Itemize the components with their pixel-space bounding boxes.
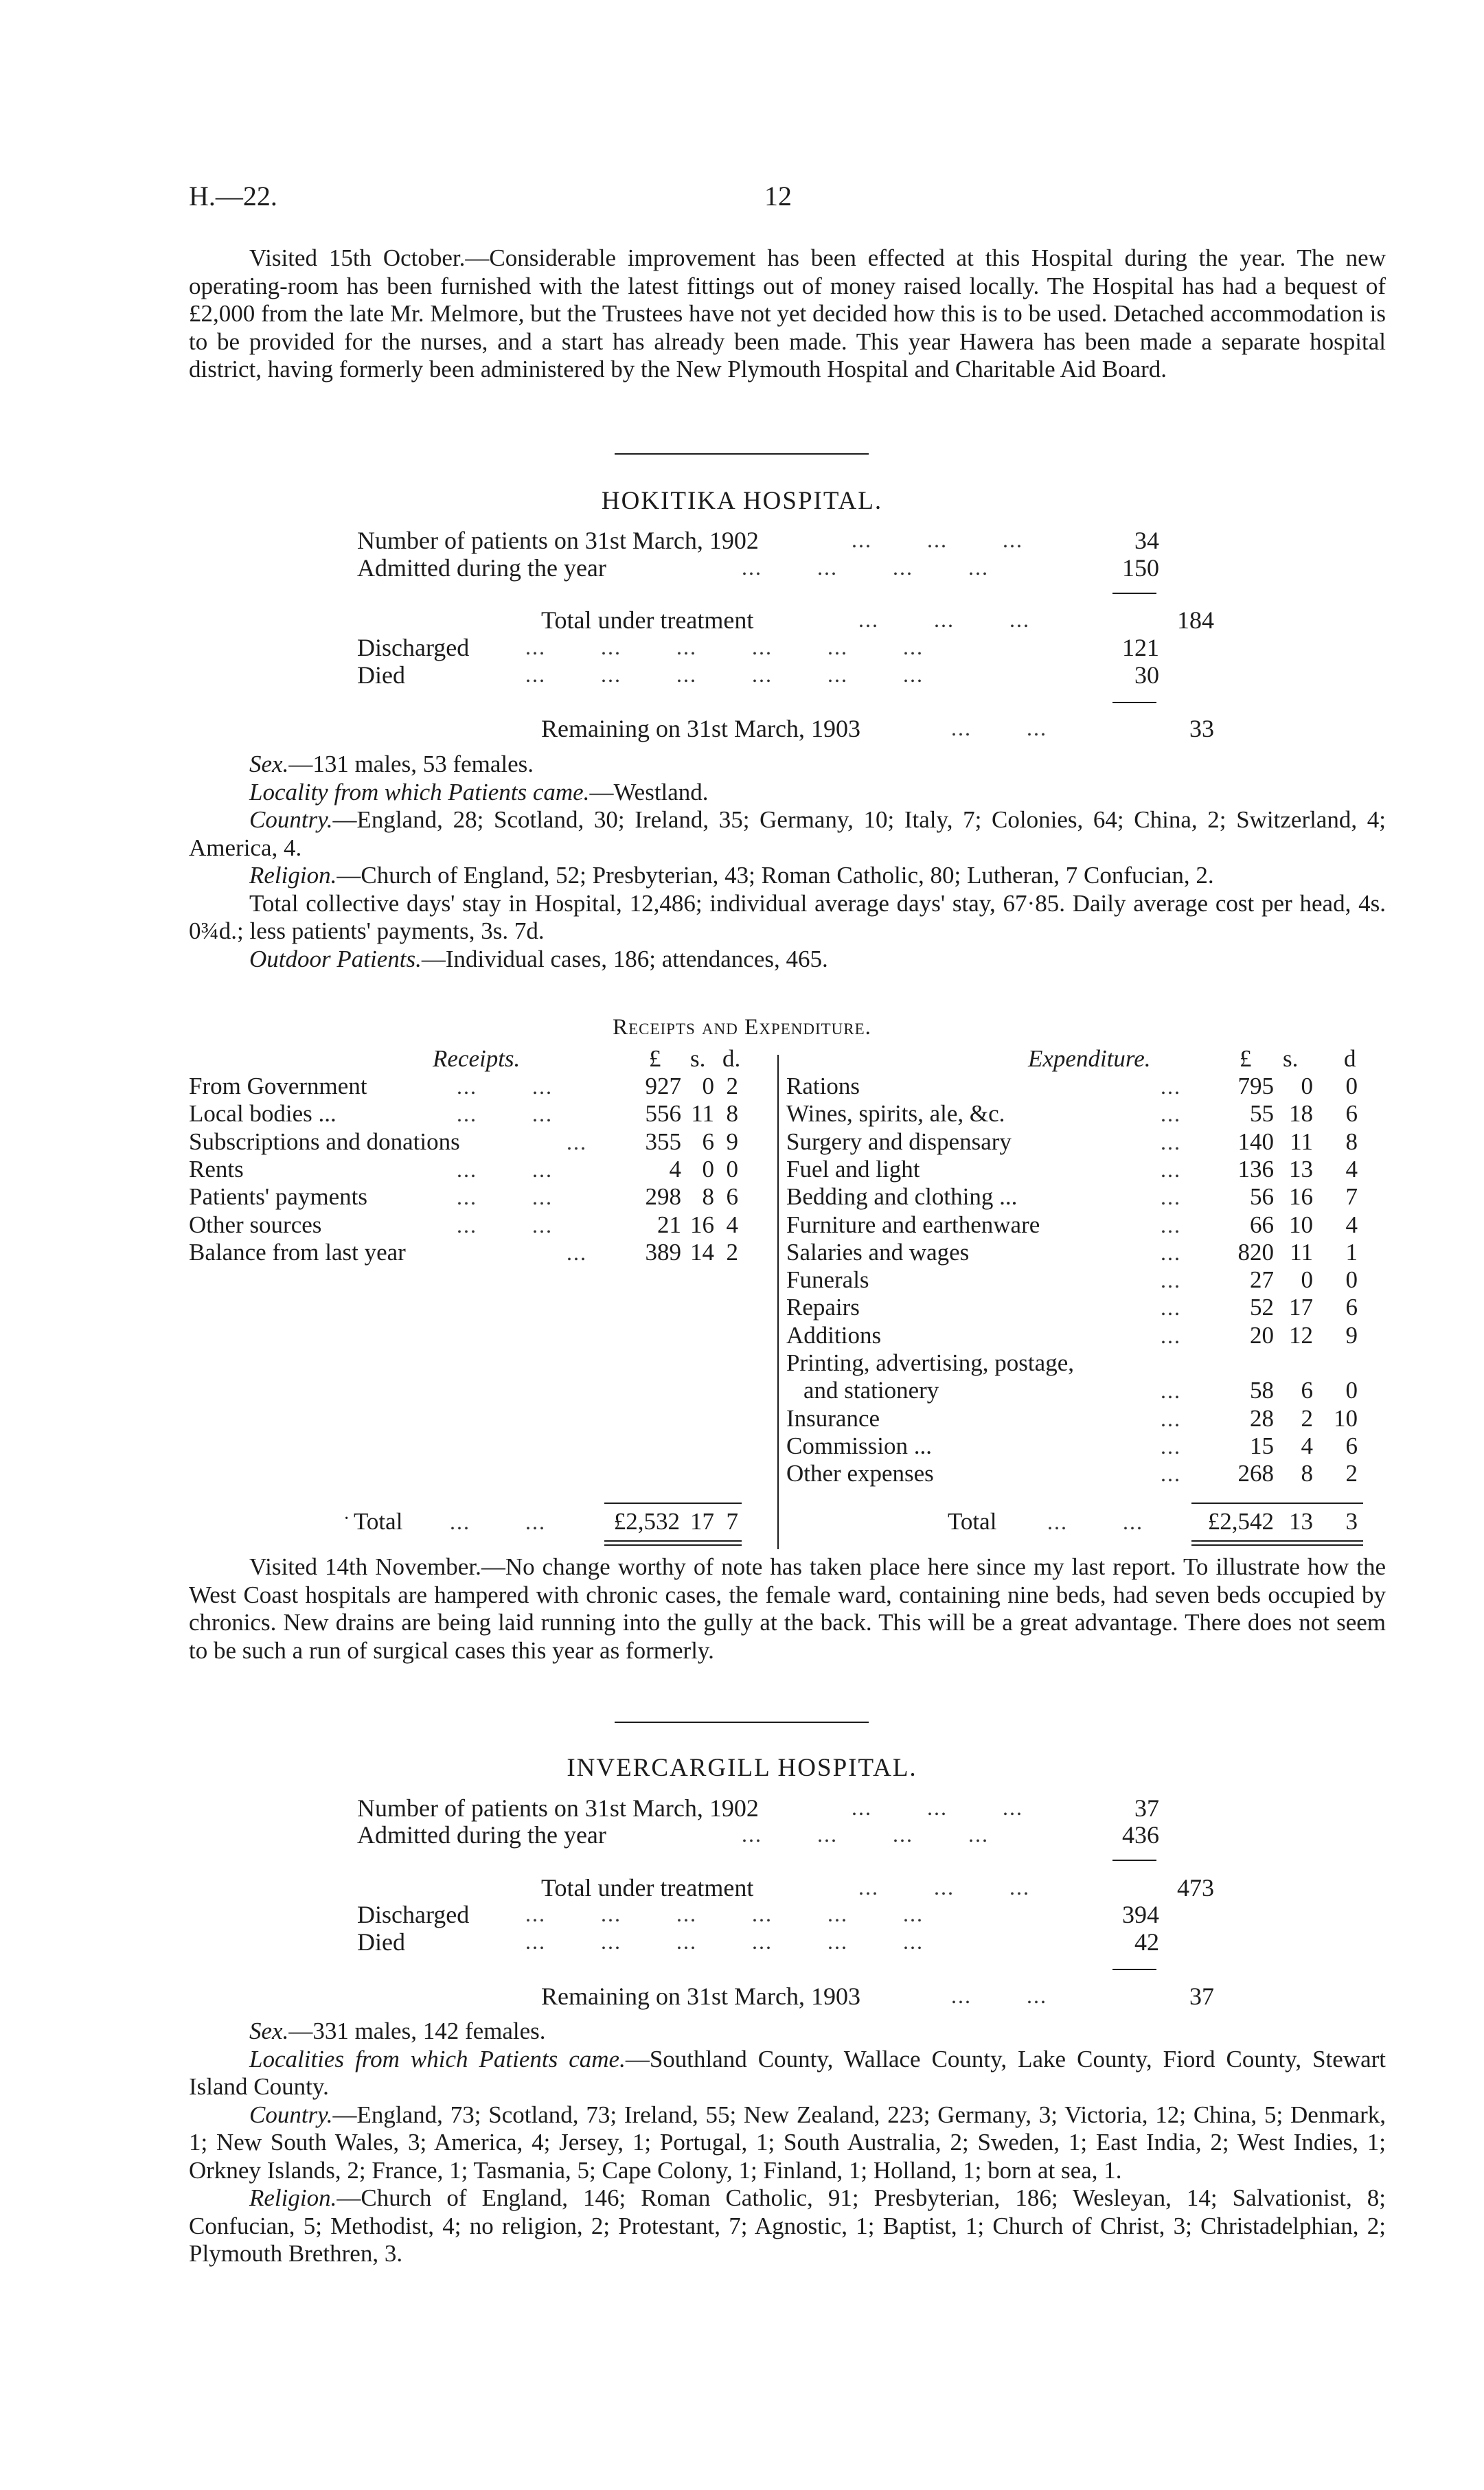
receipts-total-d: 7 [726, 1508, 738, 1535]
expenditure-label: Bedding and clothing ... [786, 1183, 1018, 1211]
religion-line: Religion.—Church of England, 146; Roman Catholic, 91; Presbyterian, 186; Wesleyan, 14; Salvationist, 8; Confucian, 5; Methodist, 4; no religion, 2; Protestant, 7; Agnostic, 1; Baptist, 1; Church of Christ, 3; Christadelphian, 2; Plymouth Brethren, 3. [189, 2184, 1386, 2267]
total-value: 473 [1177, 1874, 1214, 1901]
receipt-pounds: 4 [669, 1155, 681, 1183]
receipts-heading: Receipts. [433, 1045, 521, 1072]
expenditure-pence: 1 [1345, 1238, 1358, 1266]
expenditure-pounds: 795 [1237, 1073, 1274, 1099]
expenditure-label: Printing, advertising, postage, [786, 1349, 1074, 1376]
expenditure-label: Insurance [786, 1404, 880, 1432]
invercargill-title: INVERCARGILL HOSPITAL. [567, 1754, 917, 1782]
remaining-label: Remaining on 31st March, 1903 [541, 1983, 860, 2010]
invercargill-details [189, 2018, 1386, 2268]
total-value: 184 [1177, 606, 1214, 634]
expenditure-pounds: 52 [1250, 1294, 1274, 1321]
receipt-pence: 9 [726, 1128, 738, 1155]
receipts-total-label: Total [354, 1508, 403, 1535]
receipt-label: Local bodies ... [189, 1100, 336, 1128]
receipt-shillings: 16 [690, 1211, 714, 1238]
expenditure-pounds: 820 [1237, 1238, 1274, 1266]
expenditure-shillings: 10 [1289, 1211, 1313, 1238]
expenditure-shillings: 11 [1290, 1238, 1313, 1266]
receipts-col-s: s. [690, 1045, 706, 1072]
receipt-pence: 6 [726, 1183, 738, 1211]
expenditure-pounds: 268 [1237, 1460, 1274, 1487]
expenditure-pounds: 58 [1250, 1377, 1274, 1404]
expenditure-pence: 6 [1345, 1100, 1358, 1128]
hokitika-details [189, 751, 1386, 973]
expenditure-label: Funerals [786, 1266, 869, 1294]
expenditure-col-pound: £ [1240, 1045, 1252, 1072]
expenditure-label: Repairs [786, 1294, 860, 1321]
hokitika-title: HOKITIKA HOSPITAL. [601, 487, 883, 515]
expenditure-pence: 9 [1345, 1321, 1358, 1349]
receipt-label: Rents [189, 1155, 244, 1183]
receipt-label: Other sources [189, 1211, 322, 1238]
receipts-total-pounds: £2,532 [613, 1508, 680, 1535]
admitted-label: Admitted during the year [357, 554, 606, 582]
total-label: Total under treatment [541, 606, 754, 634]
receipt-pence: 2 [726, 1238, 738, 1266]
receipt-pounds: 298 [645, 1183, 681, 1211]
receipt-shillings: 11 [691, 1100, 714, 1128]
country-line: Country.—England, 28; Scotland, 30; Ireland, 35; Germany, 10; Italy, 7; Colonies, 64; China, 2; Switzerland, 4; America, 4. [189, 806, 1386, 861]
expenditure-total-d: 3 [1345, 1508, 1358, 1535]
expenditure-label: Wines, spirits, ale, &c. [786, 1100, 1005, 1128]
remaining-label: Remaining on 31st March, 1903 [541, 715, 860, 742]
total-label: Total under treatment [541, 1874, 754, 1901]
admitted-value: 436 [1122, 1821, 1159, 1849]
died-label: Died [357, 661, 405, 689]
expenditure-pence: 0 [1345, 1073, 1358, 1099]
patients-value: 37 [1134, 1794, 1159, 1822]
sex-line: Sex.—331 males, 142 females. [249, 2018, 546, 2044]
expenditure-total-pounds: £2,542 [1207, 1508, 1274, 1535]
receipts-col-pound: £ [649, 1045, 661, 1072]
expenditure-pounds: 66 [1250, 1211, 1274, 1238]
expenditure-label: Rations [786, 1073, 860, 1099]
died-value: 30 [1134, 661, 1159, 689]
receipt-pence: 0 [726, 1155, 738, 1183]
expenditure-shillings: 11 [1290, 1128, 1313, 1155]
expenditure-shillings: 2 [1301, 1404, 1313, 1432]
visit-text: Visited 14th November.—No change worthy of note has taken place here since my last report. To illustrate how the West Coast hospitals are hampered with chronic cases, the female ward, containing nine beds, had seven beds occupied by chronics. New drains are being laid running into the gully at the back. This will be a great advantage. There does not seem to be such a run of surgical cases this year as formerly. [189, 1553, 1386, 1664]
receipt-shillings: 0 [702, 1155, 714, 1183]
intro-text: Visited 15th October.—Considerable improvement has been effected at this Hospital during the year. The new operating-room has been furnished with the latest fittings out of money raised locally. The Hospital has had a bequest of £2,000 from the late Mr. Melmore, but the Trustees have not yet decided how this is to be used. Detached accommodation is to be provided for the nurses, and a start has already been made. This year Hawera has been made a separate hospital district, having formerly been administered by the New Plymouth Hospital and Charitable Aid Board. [189, 244, 1386, 382]
locality-line: Locality from which Patients came.—Westland. [249, 778, 709, 806]
expenditure-total-label: Total [948, 1508, 997, 1535]
receipt-label: From Government [189, 1073, 367, 1099]
receipt-shillings: 6 [702, 1128, 714, 1155]
receipt-pounds: 927 [645, 1073, 681, 1099]
receipt-label: Balance from last year [189, 1238, 406, 1266]
expenditure-pounds: 20 [1250, 1321, 1274, 1349]
religion-line: Religion.—Church of England, 52; Presbyterian, 43; Roman Catholic, 80; Lutheran, 7 Confucian, 2. [249, 862, 1214, 889]
patients-label: Number of patients on 31st March, 1902 [357, 1794, 759, 1822]
receipts-expenditure-title: Receipts and Expenditure. [613, 1015, 871, 1040]
expenditure-pence: 7 [1345, 1183, 1358, 1211]
country-line: Country.—England, 73; Scotland, 73; Ireland, 55; New Zealand, 223; Germany, 3; Victoria, 12; China, 5; Denmark, 1; New South Wales, 3; America, 4; Jersey, 1; Portugal, 1; South Australia, 2; Sweden, 1; East India, 2; West Indies, 1; Orkney Islands, 2; France, 1; Tasmania, 5; Cape Colony, 1; Finland, 1; Holland, 1; born at sea, 1. [189, 2101, 1386, 2184]
expenditure-label: Salaries and wages [786, 1238, 970, 1266]
page-number: 12 [764, 181, 792, 212]
expenditure-pence: 6 [1345, 1294, 1358, 1321]
expenditure-pence: 6 [1345, 1432, 1358, 1459]
expenditure-pounds: 56 [1250, 1183, 1274, 1211]
expenditure-pence: 10 [1334, 1404, 1358, 1432]
receipt-label: Patients' payments [189, 1183, 368, 1211]
died-value: 42 [1134, 1928, 1159, 1956]
expenditure-label: Surgery and dispensary [786, 1128, 1012, 1155]
expenditure-col-d: d [1344, 1045, 1356, 1072]
expenditure-heading: Expenditure. [1028, 1045, 1151, 1072]
expenditure-pounds: 28 [1250, 1404, 1274, 1432]
patients-value: 34 [1134, 527, 1159, 554]
expenditure-pence: 2 [1345, 1460, 1358, 1487]
receipt-pence: 8 [726, 1100, 738, 1128]
expenditure-shillings: 0 [1301, 1266, 1313, 1294]
expenditure-shillings: 6 [1301, 1377, 1313, 1404]
hokitika-visit-paragraph [189, 1553, 1386, 1665]
expenditure-pence: 0 [1345, 1266, 1358, 1294]
expenditure-total-s: 13 [1289, 1508, 1313, 1535]
discharged-label: Discharged [357, 634, 470, 661]
expenditure-label: Fuel and light [786, 1155, 920, 1183]
sex-line: Sex.—131 males, 53 females. [249, 751, 534, 777]
receipts-col-d: d. [722, 1045, 741, 1072]
expenditure-label: Other expenses [786, 1460, 934, 1487]
expenditure-label: Furniture and earthenware [786, 1211, 1040, 1238]
expenditure-label: Commission ... [786, 1432, 932, 1459]
expenditure-shillings: 16 [1289, 1183, 1313, 1211]
patients-label: Number of patients on 31st March, 1902 [357, 527, 759, 554]
expenditure-label: Additions [786, 1321, 882, 1349]
receipts-total-s: 17 [690, 1508, 714, 1535]
outdoor-line: Outdoor Patients.—Individual cases, 186; attendances, 465. [249, 945, 828, 972]
expenditure-pence: 4 [1345, 1211, 1358, 1238]
receipt-pounds: 389 [645, 1238, 681, 1266]
receipt-shillings: 14 [690, 1238, 714, 1266]
expenditure-shillings: 0 [1301, 1073, 1313, 1099]
table-column-divider [777, 1055, 779, 1549]
expenditure-pence: 4 [1345, 1155, 1358, 1183]
expenditure-shillings: 8 [1301, 1460, 1313, 1487]
section-divider [615, 453, 869, 455]
expenditure-pounds: 55 [1250, 1100, 1274, 1128]
expenditure-pounds: 136 [1237, 1155, 1274, 1183]
expenditure-shillings: 4 [1301, 1432, 1313, 1459]
section-divider [615, 1722, 869, 1723]
receipt-pounds: 556 [645, 1100, 681, 1128]
expenditure-shillings: 17 [1289, 1294, 1313, 1321]
receipt-shillings: 8 [702, 1183, 714, 1211]
expenditure-col-s: s. [1283, 1045, 1299, 1072]
receipt-pounds: 21 [657, 1211, 681, 1238]
receipt-pence: 2 [726, 1073, 738, 1099]
document-reference: H.—22. [189, 181, 277, 212]
expenditure-shillings: 13 [1289, 1155, 1313, 1183]
remaining-value: 37 [1189, 1983, 1214, 2010]
expenditure-shillings: 12 [1289, 1321, 1313, 1349]
expenditure-shillings: 18 [1289, 1100, 1313, 1128]
discharged-value: 394 [1122, 1901, 1159, 1928]
expenditure-pence: 0 [1345, 1377, 1358, 1404]
remaining-value: 33 [1189, 715, 1214, 742]
discharged-value: 121 [1122, 634, 1159, 661]
admitted-label: Admitted during the year [357, 1821, 606, 1849]
discharged-label: Discharged [357, 1901, 470, 1928]
receipt-pence: 4 [726, 1211, 738, 1238]
expenditure-label: and stationery [803, 1377, 939, 1404]
receipt-pounds: 355 [645, 1128, 681, 1155]
intro-paragraph [189, 244, 1386, 384]
expenditure-pounds: 140 [1237, 1128, 1274, 1155]
localities-line: Localities from which Patients came.—Southland County, Wallace County, Lake County, Fiord County, Stewart Island County. [189, 2045, 1386, 2100]
expenditure-pounds: 15 [1250, 1432, 1274, 1459]
receipt-shillings: 0 [702, 1073, 714, 1099]
stay-line: Total collective days' stay in Hospital, 12,486; individual average days' stay, 67·85. Daily average cost per head, 4s. 0¾d.; less patients' payments, 3s. 7d. [189, 889, 1386, 944]
expenditure-pence: 8 [1345, 1128, 1358, 1155]
admitted-value: 150 [1122, 554, 1159, 582]
expenditure-pounds: 27 [1250, 1266, 1274, 1294]
died-label: Died [357, 1928, 405, 1956]
receipt-label: Subscriptions and donations [189, 1128, 460, 1155]
